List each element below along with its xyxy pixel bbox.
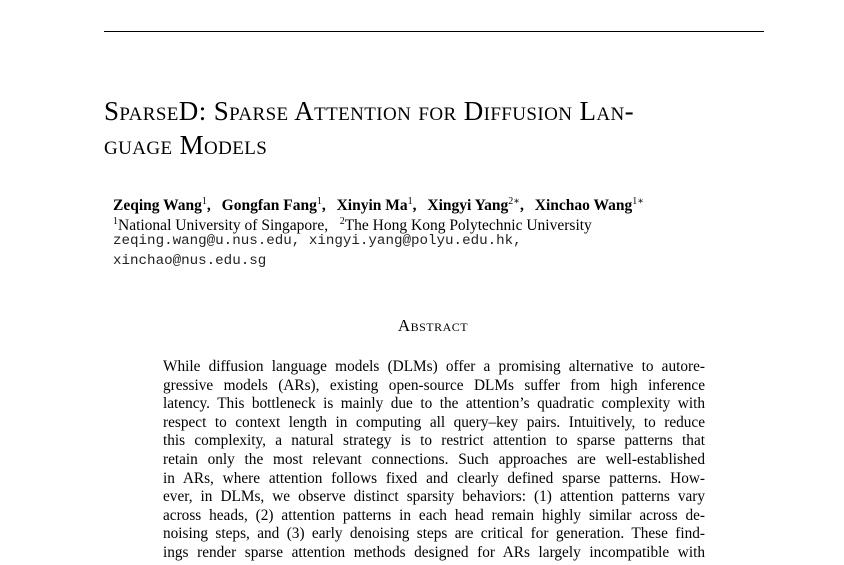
title-line-1: SparseD: Sparse Attention for Diffusion Lan- <box>104 96 634 126</box>
author: Gongfan Fang$^1$, <box>221 196 326 215</box>
author-name: Xinyin Ma <box>336 197 408 215</box>
author-affil-mark: 1 <box>407 196 413 207</box>
author-name: Xinchao Wang <box>534 197 633 215</box>
abstract-line: in ARs, where attention follows fixed and clearly defined sparse patterns. How- <box>163 469 705 487</box>
paper-title <box>104 94 774 162</box>
author: Zeqing Wang$^1$, <box>113 196 211 215</box>
affil-mark: 1 <box>113 216 118 227</box>
abstract-line: ings render sparse attention methods designed for ARs largely incompatible with <box>163 543 705 561</box>
abstract-line: this complexity, a natural strategy is to restrict attention to sparse patterns that <box>163 432 705 450</box>
title-line-2: guage Models <box>104 130 268 160</box>
author-name: Gongfan Fang <box>221 197 317 215</box>
abstract-line: latency. This bottleneck is mainly due to the attention’s quadratic complexity with <box>163 395 705 413</box>
author-affil-mark: 1 <box>316 196 322 207</box>
top-rule <box>104 31 764 32</box>
author: Xinyin Ma$^1$, <box>336 196 417 215</box>
author: Xingyi Yang$^{2∗}$, <box>427 196 524 215</box>
author-affil-mark: 2∗ <box>508 196 521 207</box>
abstract-line: retain only the most relevant connections. Such approaches are well-established <box>163 450 705 468</box>
abstract-body <box>163 358 705 563</box>
author-affil-mark: 1∗ <box>632 196 645 207</box>
abstract-line: across heads, (2) attention patterns in each head remain highly similar across de- <box>163 506 705 524</box>
abstract-line: ever, in DLMs, we observe distinct sparsity behaviors: (1) attention patterns vary <box>163 488 705 506</box>
author-name: Zeqing Wang <box>113 197 202 215</box>
email-line-1: zeqing.wang@u.nus.edu, xingyi.yang@polyu.edu.hk, <box>113 233 522 249</box>
affil-mark: 2 <box>339 216 345 227</box>
abstract-heading: Abstract <box>397 316 469 335</box>
affil-name: The Hong Kong Polytechnic University <box>344 217 592 235</box>
author-affil-mark: 1 <box>201 196 207 207</box>
abstract-line: respect to context length in computing all query–key pairs. Intuitively, to reduce <box>163 413 705 431</box>
abstract-line: gressive models (ARs), existing open-source DLMs suffer from high inference <box>163 376 705 394</box>
author-name: Xingyi Yang <box>427 197 509 215</box>
affil-name: National University of Singapore, <box>118 217 329 235</box>
email-line-2: xinchao@nus.edu.sg <box>113 253 267 269</box>
abstract-line: While diffusion language models (DLMs) offer a promising alternative to autore- <box>163 358 705 375</box>
abstract-line: noising steps, and (3) early denoising steps are critical for generation. These find- <box>163 525 705 543</box>
